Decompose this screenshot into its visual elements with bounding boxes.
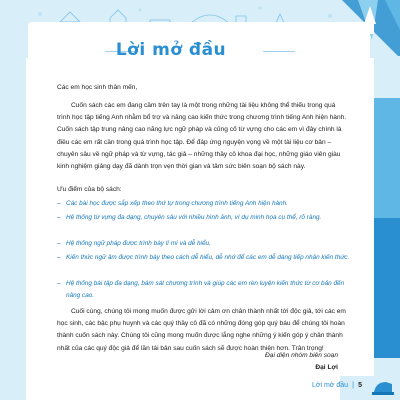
paragraph-text: Cuối cùng, chúng tôi mong muốn được gửi lời cảm ơn chân thành nhất tới độc giả, tới các em học sinh, các bậc phụ huynh và các quý thầy cô đã có những đóng góp quý báu để chúng tôi hoàn thành cuốn sách này. Chúng tôi cũng mong muốn được lắng nghe những ý kiến góp ý chân thành nhất của các quý độc giả để lần tái bản sau cuốn sách sẽ được hoàn thiện hơn. Trân trọng! — [57, 308, 346, 352]
advantage-text: Kiến thức ngữ âm được trình bày theo cách dễ hiểu, dễ nhớ để các em dễ dàng tiếp nhận kiến thức. — [66, 254, 350, 261]
advantages-intro: Ưu điểm của bộ sách: — [57, 186, 122, 193]
left-margin-band — [0, 58, 26, 400]
advantage-text: Hệ thống ngữ pháp được trình bày lí mí và dễ hiểu. — [66, 240, 211, 247]
greeting: Các em học sinh thân mến, — [57, 84, 138, 91]
page-number: 5 — [358, 382, 362, 389]
footer-section-label: Lời mở đầu — [311, 382, 348, 389]
right-margin-band — [374, 58, 400, 400]
advantage-text: Các bài học được sắp xếp theo thứ tự trong chương trình tiếng Anh hiện hành. — [66, 200, 288, 207]
paragraph-text: Cuốn sách các em đang cầm trên tay là một trong những tài liệu không thể thiếu trong quá trình học tập tiếng Anh nhằm bổ trợ và nâng cao kiến thức trong chương trình tiếng Anh hiện hành. Cuốn sách tập trung nâng cao năng lực ngữ pháp và củng cố từ vựng cho các em vì đây chính là điều các em rất cần trong quá trình học tập. Để đáp ứng nguyện vọng về một tài liệu cơ bản – chuyên sâu về ngữ pháp và từ vựng, tác giả – những thầy cô khoa đại học, những giáo viên giàu kinh nghiệm giảng dạy đã dành trọn vẹn thời gian và tâm sức biên soạn bộ sách này. — [57, 102, 347, 171]
page-title: Lời mở đầu — [115, 40, 227, 60]
advantage-item: – Hệ thống ngữ pháp được trình bày lí mí và dễ hiểu. — [57, 238, 350, 250]
intro-paragraph — [57, 100, 347, 173]
signature-line: Đại diện nhóm biên soạn — [265, 352, 338, 359]
advantage-item: – Hệ thống bài tập đa dạng, bám sát chương trình và giúp các em rèn luyện kiến thức từ cơ bản đến nâng cao. — [57, 278, 350, 302]
advantage-item: – Hệ thống từ vựng đa dạng, chuyên sâu với nhiều hình ảnh, ví dụ minh họa cụ thể, rõ ràng. — [57, 212, 350, 224]
footer-separator: | — [352, 382, 354, 389]
title-rule-right — [263, 51, 295, 52]
signature-name: Đại Lợi — [315, 364, 338, 371]
advantage-item: – Kiến thức ngữ âm được trình bày theo cách dễ hiểu, dễ nhớ để các em dễ dàng tiếp nhận kiến thức. — [57, 252, 350, 264]
advantage-text: Hệ thống từ vựng đa dạng, chuyên sâu với nhiều hình ảnh, ví dụ minh họa cụ thể, rõ ràng. — [66, 214, 322, 221]
advantage-text: Hệ thống bài tập đa dạng, bám sát chương trình và giúp các em rèn luyện kiến thức từ cơ bản đến nâng cao. — [66, 280, 345, 300]
advantage-item: – Các bài học được sắp xếp theo thứ tự trong chương trình tiếng Anh hiện hành. — [57, 198, 350, 210]
right-stripe — [374, 98, 400, 218]
closing-paragraph — [57, 306, 347, 352]
right-stripe — [374, 218, 400, 358]
